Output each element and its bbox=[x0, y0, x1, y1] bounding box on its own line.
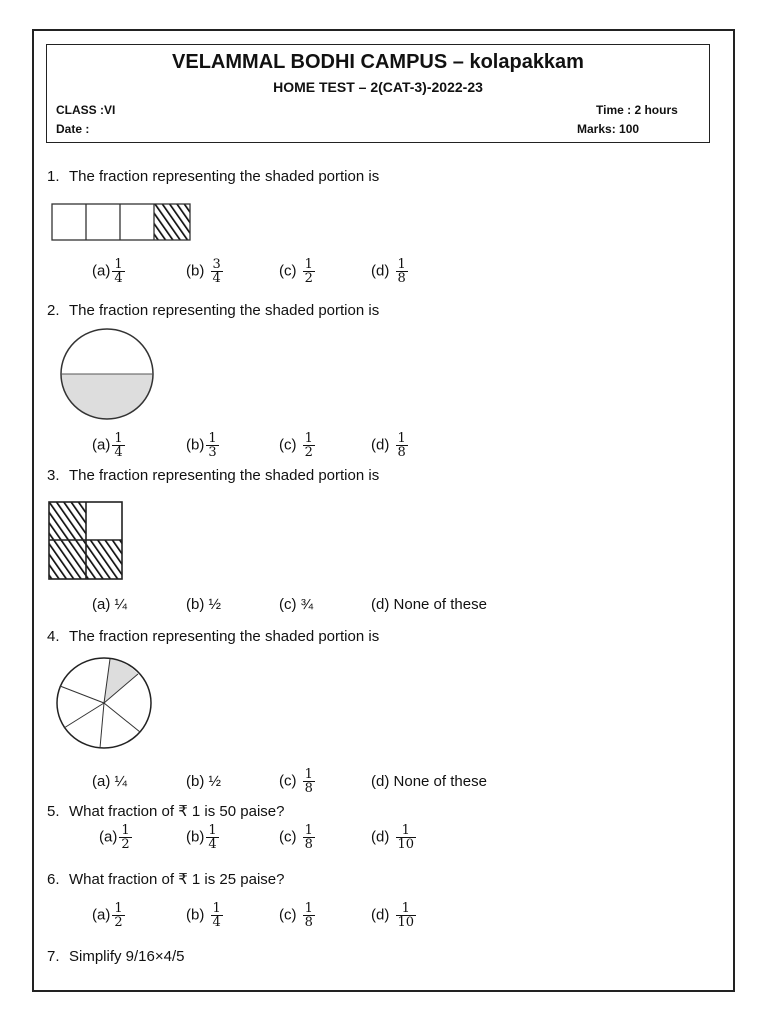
question-text: The fraction representing the shaded portion is bbox=[69, 168, 380, 185]
fraction bbox=[207, 824, 217, 851]
figure-circle-half bbox=[56, 326, 166, 422]
option-label: (a) bbox=[92, 906, 111, 924]
numerator: 1 bbox=[121, 823, 130, 838]
option-a[interactable] bbox=[99, 824, 131, 851]
question-text: The fraction representing the shaded portion is bbox=[69, 628, 380, 645]
numerator: 1 bbox=[401, 823, 410, 838]
question-number: 6. bbox=[47, 871, 60, 888]
option-b[interactable] bbox=[186, 902, 222, 929]
question-number: 5. bbox=[47, 803, 60, 820]
option-label: (b) bbox=[186, 436, 205, 454]
date-label: Date : bbox=[56, 122, 90, 136]
option-label: (c) bbox=[279, 906, 297, 924]
fraction bbox=[304, 432, 314, 459]
option-text: ¼ bbox=[114, 773, 128, 790]
option-b[interactable] bbox=[186, 258, 222, 285]
option-label: (c) bbox=[279, 262, 297, 280]
denominator: 2 bbox=[121, 837, 130, 852]
question-number: 4. bbox=[47, 628, 60, 645]
fraction bbox=[113, 258, 123, 285]
fraction bbox=[397, 258, 407, 285]
fraction bbox=[113, 432, 123, 459]
option-label: (d) bbox=[371, 262, 390, 280]
option-c[interactable] bbox=[279, 902, 314, 929]
header-box bbox=[46, 44, 710, 143]
denominator: 8 bbox=[304, 781, 313, 796]
question-4 bbox=[47, 628, 379, 645]
denominator: 10 bbox=[397, 837, 415, 852]
option-label: (a) bbox=[99, 828, 118, 846]
option-d[interactable] bbox=[371, 258, 407, 285]
option-label: (d) bbox=[371, 828, 390, 846]
question-text: The fraction representing the shaded portion is bbox=[69, 467, 380, 484]
fraction bbox=[212, 258, 222, 285]
fraction bbox=[397, 432, 407, 459]
question-number: 2. bbox=[47, 302, 60, 319]
numerator: 1 bbox=[212, 901, 221, 916]
option-b[interactable] bbox=[186, 596, 221, 613]
numerator: 1 bbox=[304, 823, 313, 838]
numerator: 1 bbox=[114, 257, 123, 272]
option-label: (a) bbox=[92, 596, 111, 613]
test-title: HOME TEST – 2(CAT-3)-2022-23 bbox=[273, 79, 483, 95]
question-1 bbox=[47, 168, 379, 185]
option-b[interactable] bbox=[186, 824, 218, 851]
option-text: ½ bbox=[208, 773, 222, 790]
option-a[interactable] bbox=[92, 596, 127, 613]
denominator: 2 bbox=[304, 271, 313, 286]
question-number: 3. bbox=[47, 467, 60, 484]
question-7 bbox=[47, 948, 184, 965]
fraction bbox=[304, 258, 314, 285]
denominator: 2 bbox=[304, 445, 313, 460]
numerator: 1 bbox=[304, 431, 313, 446]
option-label: (d) bbox=[371, 436, 390, 454]
question-text: What fraction of ₹ 1 is 50 paise? bbox=[69, 803, 285, 820]
denominator: 4 bbox=[212, 271, 221, 286]
school-name: VELAMMAL BODHI CAMPUS – kolapakkam bbox=[172, 51, 584, 73]
option-d[interactable] bbox=[371, 902, 415, 929]
denominator: 4 bbox=[114, 271, 123, 286]
fraction bbox=[120, 824, 130, 851]
option-label: (b) bbox=[186, 906, 205, 924]
option-label: (d) bbox=[371, 906, 390, 924]
option-text: ¼ bbox=[114, 596, 128, 613]
denominator: 8 bbox=[397, 271, 406, 286]
option-d[interactable] bbox=[371, 824, 415, 851]
option-label: (b) bbox=[186, 828, 205, 846]
denominator: 4 bbox=[114, 445, 123, 460]
option-a[interactable] bbox=[92, 773, 127, 790]
denominator: 10 bbox=[397, 915, 415, 930]
marks-label: Marks: 100 bbox=[577, 122, 640, 136]
fraction bbox=[207, 432, 217, 459]
option-label: (b) bbox=[186, 262, 205, 280]
question-text: The fraction representing the shaded portion is bbox=[69, 302, 380, 319]
option-label: (a) bbox=[92, 262, 111, 280]
fraction bbox=[397, 902, 416, 929]
option-label: (c) bbox=[279, 828, 297, 846]
option-a[interactable] bbox=[92, 258, 124, 285]
numerator: 1 bbox=[401, 901, 410, 916]
option-b[interactable] bbox=[186, 432, 218, 459]
fraction bbox=[113, 902, 123, 929]
option-c[interactable] bbox=[279, 596, 313, 613]
option-d[interactable] bbox=[371, 773, 487, 790]
option-c[interactable] bbox=[279, 768, 314, 795]
denominator: 3 bbox=[208, 445, 217, 460]
numerator: 3 bbox=[212, 257, 221, 272]
numerator: 1 bbox=[304, 257, 313, 272]
fraction bbox=[304, 768, 314, 795]
question-text: Simplify 9/16×4/5 bbox=[69, 948, 185, 965]
option-label: (b) bbox=[186, 596, 205, 613]
numerator: 1 bbox=[208, 431, 217, 446]
fraction bbox=[304, 902, 314, 929]
option-text: None of these bbox=[393, 773, 487, 790]
time-label: Time : 2 hours bbox=[596, 103, 678, 117]
option-label: (d) bbox=[371, 596, 390, 613]
fraction bbox=[397, 824, 416, 851]
denominator: 8 bbox=[304, 915, 313, 930]
option-d[interactable] bbox=[371, 432, 407, 459]
option-a[interactable] bbox=[92, 432, 124, 459]
option-d[interactable] bbox=[371, 596, 487, 613]
numerator: 1 bbox=[208, 823, 217, 838]
option-label: (a) bbox=[92, 436, 111, 454]
denominator: 4 bbox=[212, 915, 221, 930]
question-5 bbox=[47, 802, 285, 820]
option-label: (b) bbox=[186, 773, 205, 790]
numerator: 1 bbox=[304, 767, 313, 782]
option-text: None of these bbox=[393, 596, 487, 613]
option-label: (c) bbox=[279, 596, 297, 613]
question-2 bbox=[47, 302, 379, 319]
option-text: ¾ bbox=[300, 596, 314, 613]
option-b[interactable] bbox=[186, 773, 221, 790]
denominator: 4 bbox=[208, 837, 217, 852]
numerator: 1 bbox=[304, 901, 313, 916]
option-c[interactable] bbox=[279, 432, 314, 459]
question-text: What fraction of ₹ 1 is 25 paise? bbox=[69, 871, 285, 888]
question-3 bbox=[47, 467, 379, 484]
denominator: 2 bbox=[114, 915, 123, 930]
numerator: 1 bbox=[397, 431, 406, 446]
figure-circle-sixths bbox=[52, 656, 158, 752]
option-label: (d) bbox=[371, 773, 390, 790]
option-c[interactable] bbox=[279, 824, 314, 851]
option-label: (c) bbox=[279, 772, 297, 790]
denominator: 8 bbox=[304, 837, 313, 852]
option-a[interactable] bbox=[92, 902, 124, 929]
figure-square-three-quarters bbox=[46, 499, 126, 585]
fraction bbox=[212, 902, 222, 929]
option-c[interactable] bbox=[279, 258, 314, 285]
option-text: ½ bbox=[208, 596, 222, 613]
numerator: 1 bbox=[114, 901, 123, 916]
question-6 bbox=[47, 870, 285, 888]
question-number: 1. bbox=[47, 168, 60, 185]
option-label: (a) bbox=[92, 773, 111, 790]
numerator: 1 bbox=[114, 431, 123, 446]
question-number: 7. bbox=[47, 948, 60, 965]
numerator: 1 bbox=[397, 257, 406, 272]
fraction bbox=[304, 824, 314, 851]
figure-rectangle-quarter bbox=[50, 202, 195, 244]
denominator: 8 bbox=[397, 445, 406, 460]
class-label: CLASS :VI bbox=[56, 103, 116, 117]
option-label: (c) bbox=[279, 436, 297, 454]
